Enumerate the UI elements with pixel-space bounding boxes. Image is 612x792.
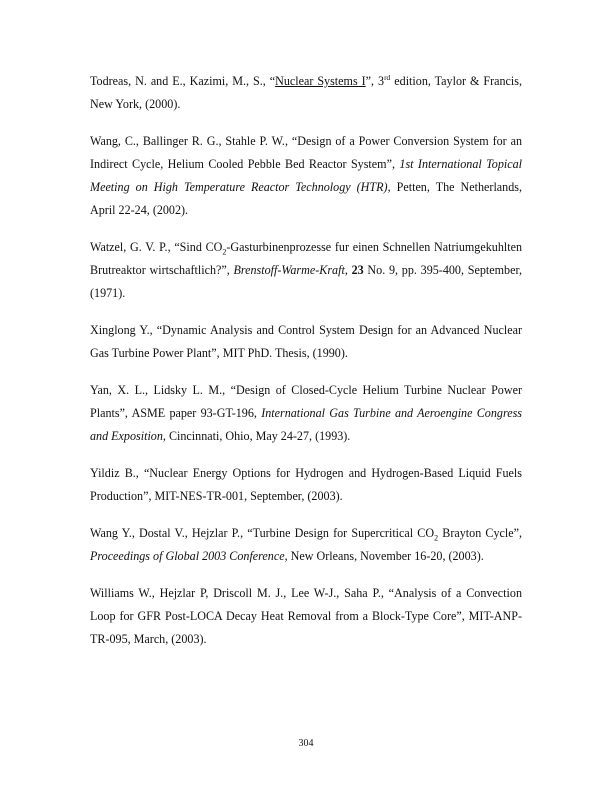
reference-xinglong: Xinglong Y., “Dynamic Analysis and Control System Design for an Advanced Nuclear Gas Turbine Power Plant”, MIT PhD. Thesis, (1990). [90,323,522,360]
reference-yildiz: Yildiz B., “Nuclear Energy Options for Hydrogen and Hydrogen-Based Liquid Fuels Production”, MIT-NES-TR-001, September, (2003). [90,466,522,503]
book-title: Nuclear Systems I [275,74,366,88]
conference-title: International Gas Turbine and Aeroengine Congress and Exposition [90,406,522,443]
reference-wang-c: Wang, C., Ballinger R. G., Stahle P. W., “Design of a Power Conversion System for an Indirect Cycle, Helium Cooled Pebble Bed Reactor System”, 1st International Topical Meeting on High Temperature Reactor Technology (HTR), Petten, The Netherlands, April 22-24, (2002). [90,134,523,217]
volume-number: 23 [351,263,364,277]
reference-watzel: Watzel, G. V. P., “Sind $CO_2$-Gasturbinenprozesse fur einen Schnellen Natriumgekuhlten Brutreaktor wirtschaftlich?”, Brenstoff-Warme-Kraft, 23 No. 9, pp. 395-400, September, (1971). [90,240,523,300]
reference-wang-y: Wang Y., Dostal V., Hejzlar P., “Turbine Design for Supercritical $CO_2$ Brayton Cycle”, Proceedings of Global 2003 Conference, New Orleans, November 16-20, (2003). [90,526,523,563]
reference-williams: Williams W., Hejzlar P, Driscoll M. J., Lee W-J., Saha P., “Analysis of a Convection Loop for GFR Post-LOCA Decay Heat Removal from a Block-Type Core”, MIT-ANP-TR-095, March, (2003). [90,586,522,646]
reference-todreas: Todreas, N. and E., Kazimi, M., S., “Nuclear Systems I”, 3rd edition, Taylor & Francis, New York, (2000). [90,72,522,111]
reference-list [90,70,522,665]
reference-yan: Yan, X. L., Lidsky L. M., “Design of Closed-Cycle Helium Turbine Nuclear Power Plants”, ASME paper 93-GT-196, International Gas Turbine and Aeroengine Congress and Exposition, Cincinnati, Ohio, May 24-27, (1993). [90,383,522,443]
conference-title: 1st International Topical Meeting on High Temperature Reactor Technology (HTR) [90,157,523,194]
journal-title: Brenstoff-Warme-Kraft [233,263,345,277]
conference-title: Proceedings of Global 2003 Conference [90,549,285,563]
page-number: 304 [298,738,314,749]
